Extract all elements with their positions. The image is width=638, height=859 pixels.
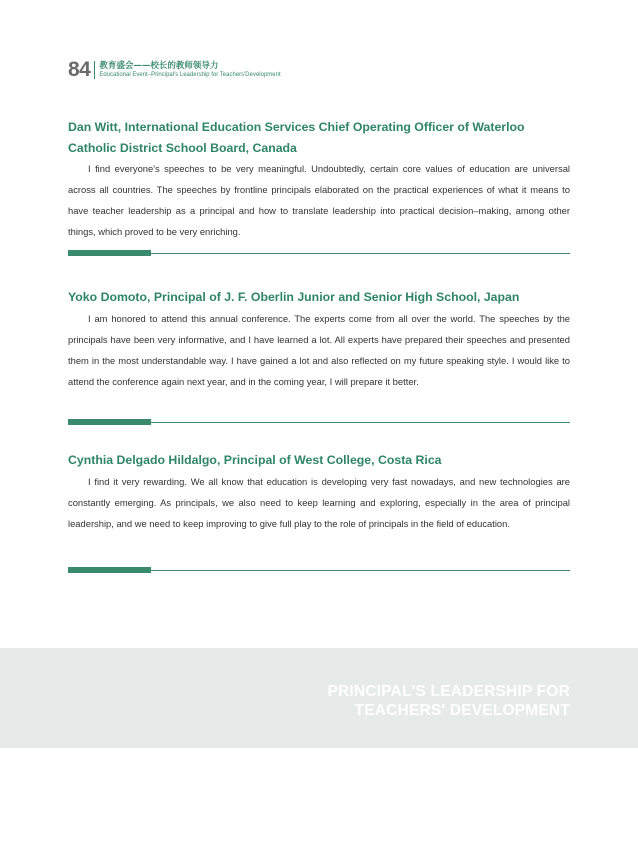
section-divider xyxy=(68,567,570,573)
header-titles xyxy=(99,61,280,79)
speaker-name: Dan Witt, International Education Services Chief Operating Officer of Waterloo Catholic District School Board, Canada xyxy=(68,120,525,155)
divider-accent-block xyxy=(68,419,151,425)
section-divider xyxy=(68,250,570,256)
header-title-cn: 教育盛会——校长的教师领导力 xyxy=(99,61,219,71)
testimonial-section-1 xyxy=(68,117,570,242)
page-header xyxy=(68,58,281,82)
testimonial-text: I am honored to attend this annual conference. The experts come from all over the world. The speeches by the principals have been very informative, and I have learned a lot. All experts have prepared their speeches and presented them in the most understandable way. I have gained a lot and also reflected on my future speaking style. I would like to attend the conference again next year, and in the coming year, I will prepare it better. xyxy=(68,312,570,387)
divider-accent-block xyxy=(68,567,151,573)
speaker-name: Yoko Domoto, Principal of J. F. Oberlin Junior and Senior High School, Japan xyxy=(68,290,520,304)
section-divider xyxy=(68,419,570,425)
header-title-en: Educational Event–Principal's Leadership for Teachers'Development xyxy=(99,72,281,78)
testimonial-section-3 xyxy=(68,450,570,534)
divider-accent-block xyxy=(68,250,151,256)
speaker-name: Cynthia Delgado Hildalgo, Principal of West College, Costa Rica xyxy=(68,453,442,467)
header-divider xyxy=(94,61,95,79)
footer-band-line-1: PRINCIPAL'S LEADERSHIP FOR xyxy=(327,683,570,700)
page-number: 84 xyxy=(68,58,91,81)
testimonial-text: I find it very rewarding. We all know that education is developing very fast nowadays, and new technologies are constantly emerging. As principals, we also need to keep learning and exploring, especially in the area of principal leadership, and we need to keep improving to give full play to the role of principals in the field of education. xyxy=(68,475,570,529)
footer-band-title xyxy=(327,682,570,720)
footer-band-line-2: TEACHERS' DEVELOPMENT xyxy=(354,702,570,719)
testimonial-text: I find everyone's speeches to be very meaningful. Undoubtedly, certain core values of education are universal across all countries. The speeches by frontline principals elaborated on the practical experiences of what it means to have teacher leadership as a principal and how to translate leadership into practical decision–making, among other things, which proved to be very enriching. xyxy=(68,163,570,237)
testimonial-section-2 xyxy=(68,287,570,392)
